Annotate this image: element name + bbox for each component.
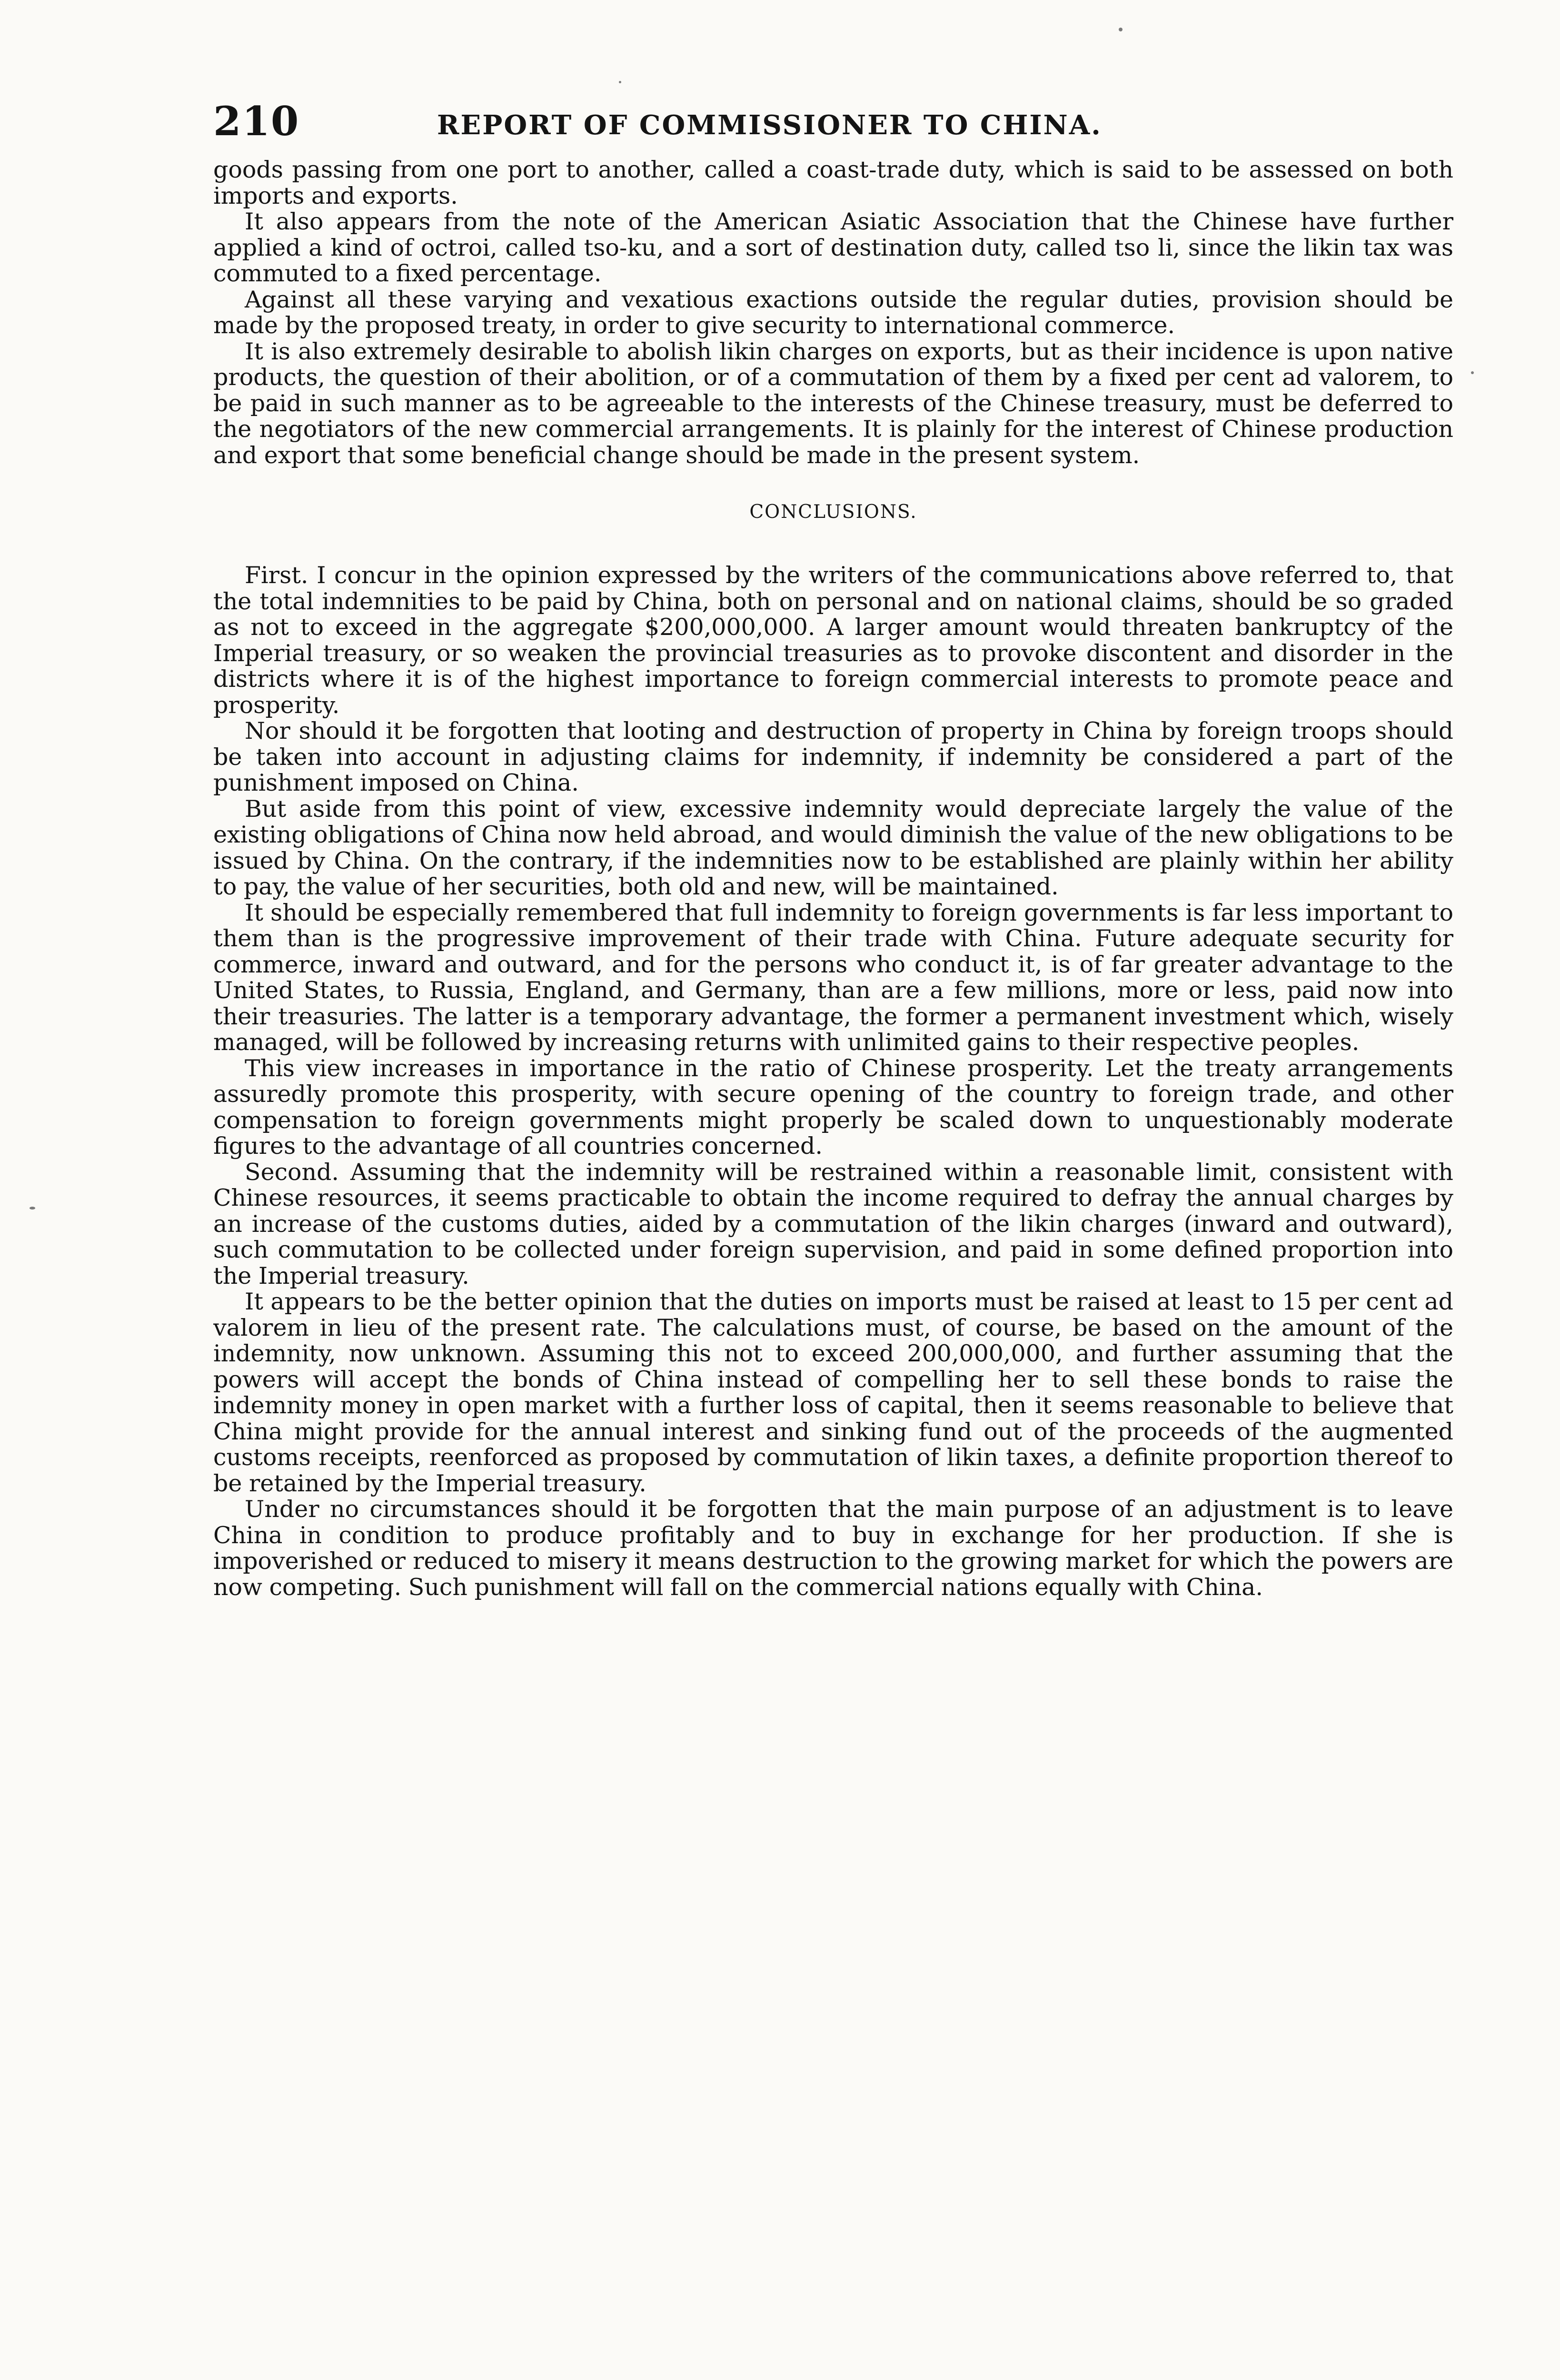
section-heading-conclusions: CONCLUSIONS.	[749, 501, 917, 523]
paragraph-octroi: It also appears from the note of the American Asiatic Association that the Chinese have further applied a kind of octroi, called tso-ku, and a sort of destination duty, called tso li, since the likin tax was commuted to a fixed percentage.	[213, 208, 1453, 287]
paragraph-import-duties: It appears to be the better opinion that the duties on imports must be raised at least to 15 per cent ad valorem in lieu of the present rate. The calculations must, of course, be based on the amount of the indemnity, now unknown. Assuming this not to exceed 200,000,000, and further assuming that the powers will accept the bonds of China instead of compelling her to sell these bonds to raise the indemnity money in open market with a further loss of capital, then it seems reasonable to believe that China might provide for the annual interest and sinking fund out of the proceeds of the augmented customs receipts, reenforced as proposed by commutation of likin taxes, a definite proportion thereof to be retained by the Imperial treasury.	[213, 1288, 1453, 1497]
paragraph-excessive-indemnity: But aside from this point of view, excessive indemnity would depreciate largely the value of the existing obligations of China now held abroad, and would diminish the value of the new obligations to be issued by China. On the contrary, if the indemnities now to be established are plainly within her ability to pay, the value of her securities, both old and new, will be maintained.	[213, 795, 1453, 900]
paragraph-first-conclusion: First. I concur in the opinion expressed by the writers of the communications above referred to, that the total indemnities to be paid by China, both on personal and on national claims, should be so graded as not to exceed in the aggregate $200,000,000. A larger amount would threaten bankruptcy of the Imperial treasury, or so weaken the provincial treasuries as to provoke discontent and disorder in the districts where it is of the highest importance to foreign commercial interests to promote peace and prosperity.	[213, 562, 1453, 719]
paragraph-trade-improvement: It should be especially remembered that full indemnity to foreign governments is far less important to them than is the progressive improvement of their trade with China. Future adequate security for commerce, inward and outward, and for the persons who conduct it, is of far greater advantage to the United States, to Russia, England, and Germany, than are a few millions, more or less, paid now into their treasuries. The latter is a temporary advantage, the former a permanent investment which, wisely managed, will be followed by increasing returns with unlimited gains to their respective peoples.	[213, 899, 1453, 1056]
paragraph-coast-trade-duty: goods passing from one port to another, called a coast-trade duty, which is said to be assessed on both imports and exports.	[213, 156, 1453, 209]
paragraph-likin-exports: It is also extremely desirable to abolish likin charges on exports, but as their incidence is upon native products, the question of their abolition, or of a commutation of them by a fixed per cent ad valorem, to be paid in such manner as to be agreeable to the interests of the Chinese treasury, must be deferred to the negotiators of the new commercial arrangements. It is plainly for the interest of Chinese production and export that some beneficial change should be made in the present system.	[213, 337, 1453, 469]
running-title: REPORT OF COMMISSIONER TO CHINA.	[437, 109, 1102, 141]
running-header	[213, 95, 1453, 157]
paragraph-chinese-prosperity: This view increases in importance in the ratio of Chinese prosperity. Let the treaty arrangements assuredly promote this prosperity, with secure opening of the country to foreign trade, and other compensation to foreign governments might properly be scaled down to unquestionably moderate figures to the advantage of all countries concerned.	[213, 1054, 1453, 1160]
text-block-intro	[213, 157, 1453, 468]
text-block-conclusions	[213, 563, 1453, 1600]
paragraph-looting: Nor should it be forgotten that looting and destruction of property in China by foreign troops should be taken into account in adjusting claims for indemnity, if indemnity be considered a part of the punishment imposed on China.	[213, 717, 1453, 796]
paragraph-second-conclusion: Second. Assuming that the indemnity will be restrained within a reasonable limit, consistent with Chinese resources, it seems practicable to obtain the income required to defray the annual charges by an increase of the customs duties, aided by a commutation of the likin charges (inward and outward), such commutation to be collected under foreign supervision, and paid in some defined proportion into the Imperial treasury.	[213, 1158, 1453, 1289]
paragraph-main-purpose: Under no circumstances should it be forgotten that the main purpose of an adjustment is to leave China in condition to produce profitably and to buy in exchange for her production. If she is impoverished or reduced to misery it means destruction to the growing market for which the powers are now competing. Such punishment will fall on the commercial nations equally with China.	[213, 1496, 1453, 1601]
scan-speck	[619, 81, 621, 83]
document-page	[213, 95, 1453, 2380]
paragraph-vexatious-exactions: Against all these varying and vexatious exactions outside the regular duties, provision should be made by the proposed treaty, in order to give security to international commerce.	[213, 286, 1453, 339]
page-number: 210	[213, 98, 300, 145]
scan-speck	[1119, 28, 1123, 31]
scan-speck	[1471, 371, 1474, 374]
scan-speck	[30, 1207, 35, 1210]
